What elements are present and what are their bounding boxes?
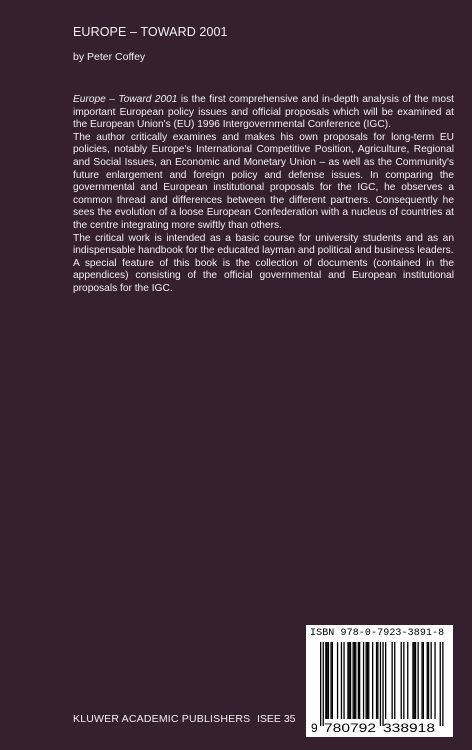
- barcode-bar: [385, 642, 386, 719]
- barcode-bar: [350, 642, 351, 719]
- barcode-bar: [363, 642, 364, 719]
- barcode-bar: [354, 642, 355, 719]
- description-paragraph-2: The author critically examines and makes his own proposals for long-term EU policies, notably Europe's International Competitive Position, Agriculture, Regional and Social Issues, an Economic and Monetary Union – as well as the Community's future enlargement and foreign policy and defense issues. In comparing the governmental and European institutional proposals for the IGC, he observes a common thread and differences between the different partners. Consequently he sees the evolution of a loose European Confederation with a nucleus of countries at the centre integrating more swiftly than others.: [73, 131, 454, 231]
- barcode-bar: [412, 642, 413, 719]
- barcode-bar: [401, 642, 402, 719]
- barcode-bar: [358, 642, 359, 719]
- barcode-bar: [394, 642, 395, 719]
- barcode-bar: [332, 642, 333, 719]
- barcode-left-digits: 780792: [324, 721, 377, 734]
- isbn-label: ISBN 978-0-7923-3891-8: [310, 628, 445, 639]
- barcode-bar: [376, 642, 377, 719]
- barcode-bar: [423, 642, 424, 719]
- barcode-bar: [372, 642, 373, 719]
- publisher-name: KLUWER ACADEMIC PUBLISHERS: [73, 713, 251, 725]
- barcode-bar: [428, 642, 429, 719]
- isbn-barcode-box: [306, 625, 453, 737]
- barcode-bar: [431, 642, 432, 719]
- barcode-right-digits: 338918: [383, 721, 436, 734]
- barcode-bar: [367, 642, 368, 719]
- description-paragraph-4: A special feature of this book is the collection of documents (contained in the appendices) consisting of the official governmental and European institutional proposals for the IGC.: [73, 257, 454, 294]
- barcode-bar: [414, 642, 415, 719]
- barcode-icon: [310, 642, 449, 734]
- barcode-bar: [343, 642, 344, 719]
- barcode-bar: [434, 642, 435, 719]
- barcode-bar: [327, 642, 328, 719]
- barcode-bar: [325, 642, 326, 719]
- barcode-bar: [328, 642, 329, 719]
- barcode-bar: [323, 642, 324, 726]
- description-paragraph-1: [73, 94, 454, 132]
- barcode-bar: [330, 642, 331, 719]
- series-label: ISEE 35: [257, 713, 296, 725]
- barcode-bar: [403, 642, 404, 719]
- description-title-italic: Europe – Toward 2001: [73, 94, 178, 105]
- description-paragraph-3: The critical work is intended as a basic course for university students and as an indispensable handbook for the educated layman and political and business leaders.: [73, 232, 454, 257]
- barcode-bar: [366, 642, 367, 719]
- barcode-bar: [440, 642, 441, 726]
- barcode-bar: [392, 642, 393, 719]
- barcode-bar: [355, 642, 356, 719]
- barcode-bar: [359, 642, 360, 719]
- barcode-bar: [382, 642, 383, 726]
- description-paragraph-1-text: is the first comprehensive and in-depth analysis of the most important European policy issues and official proposals which will be examined at the European Union's (EU) 1996 Intergovernmental Conference (IGC).: [73, 94, 454, 131]
- barcode-bar: [407, 642, 408, 719]
- barcode-bar: [418, 642, 419, 719]
- barcode-bar: [377, 642, 378, 719]
- book-title: EUROPE – TOWARD 2001: [73, 25, 228, 39]
- barcode-bar: [427, 642, 428, 719]
- barcode-bar: [368, 642, 369, 719]
- barcode-bar: [442, 642, 443, 726]
- barcode-bar: [349, 642, 350, 719]
- book-description: [73, 94, 454, 296]
- book-author: by Peter Coffey: [73, 51, 146, 63]
- barcode-bar: [380, 642, 381, 726]
- barcode-bar: [347, 642, 348, 719]
- barcode-bar: [421, 642, 422, 719]
- barcode-bar: [415, 642, 416, 719]
- barcode-bar: [337, 642, 338, 719]
- barcode-bar: [341, 642, 342, 719]
- barcode-bar: [320, 642, 321, 726]
- barcode-bar: [353, 642, 354, 719]
- barcode-first-digit: 9: [311, 721, 318, 734]
